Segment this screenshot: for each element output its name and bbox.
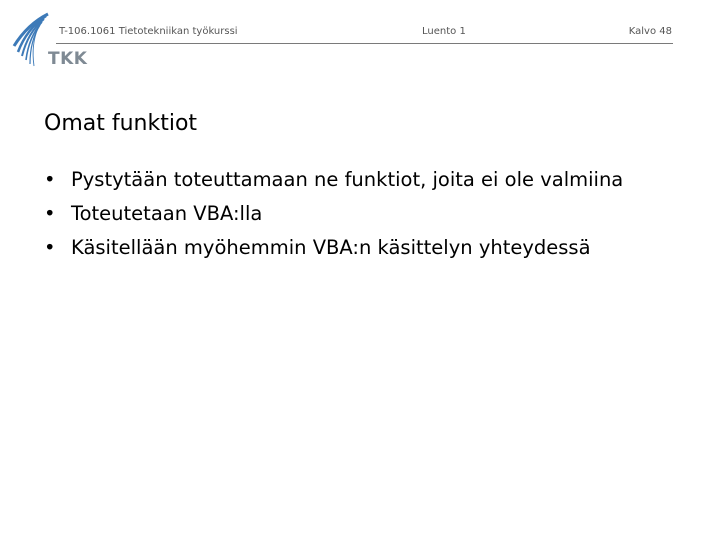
course-name: T-106.1061 Tietotekniikan työkurssi <box>59 26 238 37</box>
bullet-icon: • <box>44 202 56 225</box>
slide-title: Omat funktiot <box>44 111 198 136</box>
bullet-list <box>44 163 623 265</box>
bullet-text: Käsitellään myöhemmin VBA:n käsittelyn yhteydessä <box>71 236 591 259</box>
header-divider <box>56 43 673 44</box>
tkk-logo <box>8 12 88 72</box>
bullet-item <box>44 163 623 197</box>
slide-number: Kalvo 48 <box>628 26 672 37</box>
lecture-label: Luento 1 <box>422 26 466 37</box>
bullet-item <box>44 197 623 231</box>
bullet-item <box>44 231 623 265</box>
bullet-text: Toteutetaan VBA:lla <box>71 202 263 225</box>
bullet-text: Pystytään toteuttamaan ne funktiot, joita ei ole valmiina <box>71 168 624 191</box>
bullet-icon: • <box>44 168 56 191</box>
logo-text: TKK <box>48 49 88 69</box>
bullet-icon: • <box>44 236 56 259</box>
